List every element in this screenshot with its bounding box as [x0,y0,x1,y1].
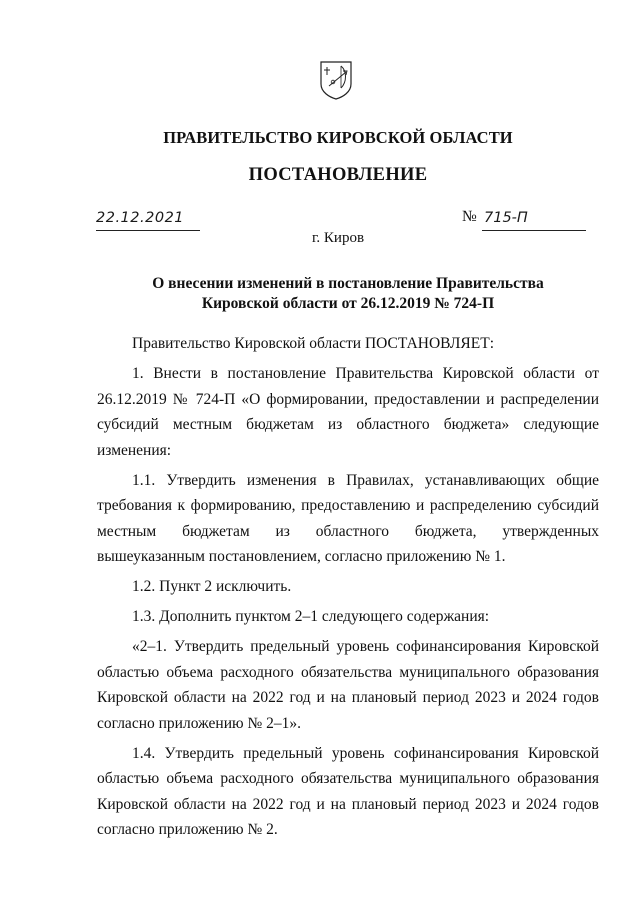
document-number-field [482,208,586,231]
city-line: г. Киров [311,230,365,246]
paragraph-item-1-4: 1.4. Утвердить предельный уровень софинансирования Кировской областью объема расходного обязательства муниципального образования Кировской области на 2022 год и на плановый период 2023 и 2024 годов согласно приложению № 2. [97,744,599,838]
document-subject [0,274,640,314]
paragraph-item-1-2: 1.2. Пункт 2 исключить. [132,578,292,595]
document-date: 22.12.2021 [96,210,185,226]
subject-line-2: Кировской области от 26.12.2019 № 724-П [201,295,495,312]
number-sign: № [462,208,477,225]
paragraph-quote-2-1: «2–1. Утвердить предельный уровень софинансирования Кировской областью объема расходного обязательства муниципального образования Кировской области на 2022 год и на плановый период 2023 и 2024 годов согласно приложению № 2–1». [97,638,599,732]
document-date-field [96,208,200,231]
coat-of-arms-icon [319,60,353,100]
paragraph-item-1-1: 1.1. Утвердить изменения в Правилах, устанавливающих общие требования к формированию, предоставлению и распределению субсидий местным бюджетам из областного бюджета, утвержденных вышеуказанным постановлением, согласно приложению № 1. [97,471,599,565]
subject-line-1: О внесении изменений в постановление Правительства [152,275,544,292]
paragraph-item-1-3: 1.3. Дополнить пунктом 2–1 следующего содержания: [132,608,490,625]
paragraph-preamble: Правительство Кировской области ПОСТАНОВЛЯЕТ: [132,335,495,352]
document-body [97,331,599,843]
document-number: 715-П [484,210,528,226]
document-type-title: ПОСТАНОВЛЕНИЕ [248,165,428,185]
government-title: ПРАВИТЕЛЬСТВО КИРОВСКОЙ ОБЛАСТИ [163,128,513,147]
paragraph-item-1: 1. Внести в постановление Правительства Кировской области от 26.12.2019 № 724-П «О формировании, предоставлении и распределении субсидий местным бюджетам из областного бюджета» следующие изменения: [97,365,599,459]
